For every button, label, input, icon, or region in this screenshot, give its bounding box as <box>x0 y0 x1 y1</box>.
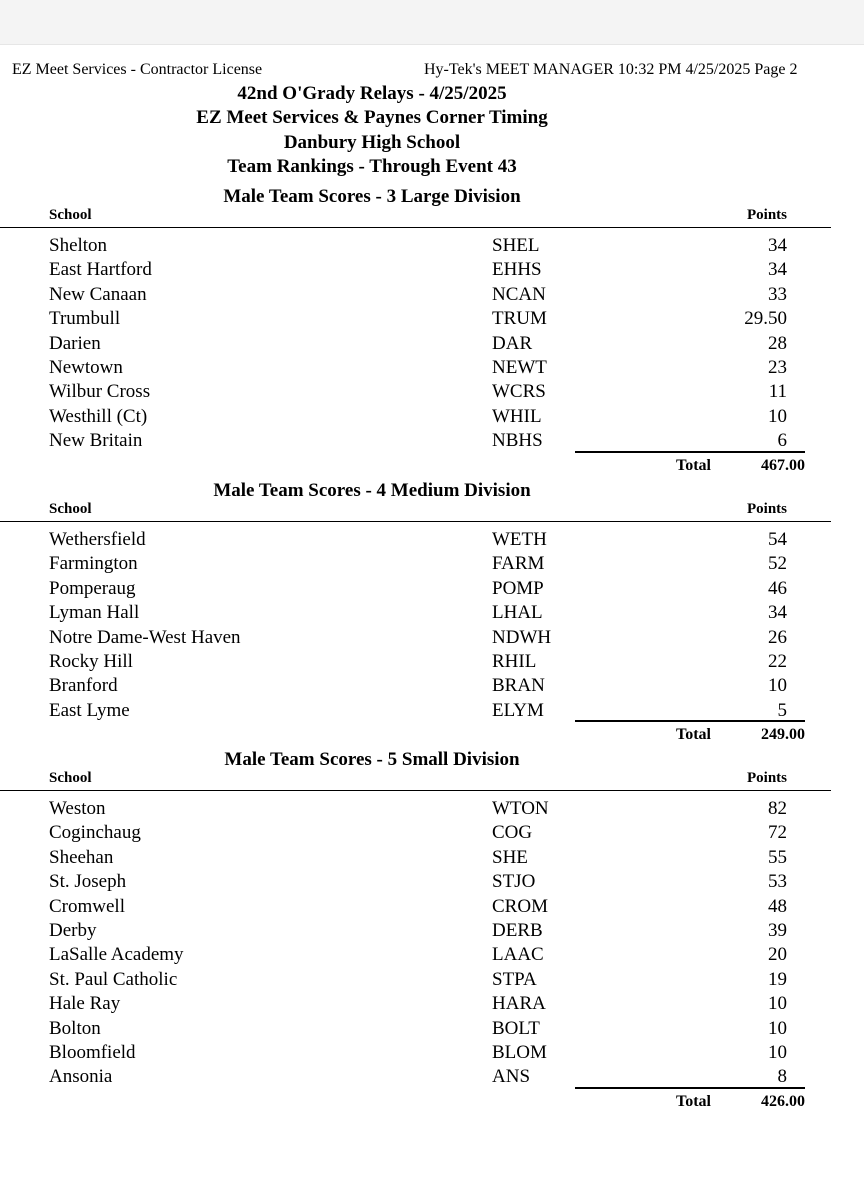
team-code: RHIL <box>492 651 537 672</box>
team-code: LAAC <box>492 944 544 966</box>
team-row <box>0 235 864 259</box>
team-points: 10 <box>768 675 787 697</box>
team-code: ELYM <box>492 699 544 721</box>
team-code: SHE <box>492 846 528 868</box>
team-row <box>0 871 864 895</box>
team-row <box>0 578 864 602</box>
team-code: HARA <box>492 993 546 1015</box>
team-code: ANS <box>492 1066 531 1088</box>
team-code: POMP <box>492 577 544 599</box>
school-name: Bloomfield <box>49 1042 136 1063</box>
school-name: Rocky Hill <box>49 651 133 672</box>
school-name: Pomperaug <box>49 577 136 599</box>
team-points: 33 <box>768 283 787 305</box>
team-row <box>0 969 864 993</box>
team-code: STPA <box>492 968 537 990</box>
total-rule <box>575 1087 805 1089</box>
team-row <box>0 259 864 283</box>
team-row <box>0 920 864 944</box>
team-row <box>0 529 864 553</box>
total-rule <box>575 720 805 722</box>
viewer-top-bar <box>0 0 864 45</box>
section-title: Male Team Scores - 5 Small Division <box>224 749 520 770</box>
header-rule <box>0 227 831 228</box>
report-header-left: EZ Meet Services - Contractor License <box>12 61 263 78</box>
school-name: LaSalle Academy <box>49 944 184 966</box>
total-label: Total <box>676 1092 711 1110</box>
points-column-header: Points <box>747 501 788 517</box>
school-name: New Britain <box>49 430 143 452</box>
team-code: WETH <box>492 529 547 550</box>
team-row <box>0 406 864 430</box>
team-points: 28 <box>768 332 787 354</box>
team-points: 34 <box>768 259 787 281</box>
team-row <box>0 627 864 651</box>
team-points: 54 <box>768 529 787 550</box>
school-name: Darien <box>49 332 101 354</box>
team-row <box>0 553 864 577</box>
school-name: Lyman Hall <box>49 602 140 624</box>
team-code: STJO <box>492 871 536 893</box>
school-name: Hale Ray <box>49 993 121 1015</box>
team-points: 34 <box>768 602 787 624</box>
report-header-right: Hy-Tek's MEET MANAGER 10:32 PM 4/25/2025 Page 2 <box>424 61 798 78</box>
school-name: Cromwell <box>49 895 125 917</box>
team-row <box>0 944 864 968</box>
team-points: 72 <box>768 822 787 844</box>
team-code: LHAL <box>492 602 543 624</box>
team-row <box>0 896 864 920</box>
team-row <box>0 651 864 675</box>
team-row <box>0 675 864 699</box>
team-points: 52 <box>768 553 787 575</box>
school-name: Coginchaug <box>49 822 141 844</box>
team-points: 55 <box>768 846 787 868</box>
team-row <box>0 1042 864 1066</box>
school-column-header: School <box>49 207 92 223</box>
team-code: NDWH <box>492 626 552 648</box>
team-code: SHEL <box>492 235 540 256</box>
team-points: 5 <box>777 699 787 721</box>
team-points: 48 <box>768 895 787 917</box>
team-points: 53 <box>768 871 787 893</box>
section-title: Male Team Scores - 3 Large Division <box>223 186 521 207</box>
points-column-header: Points <box>747 207 788 223</box>
team-points: 10 <box>768 405 787 427</box>
school-name: Ansonia <box>49 1066 113 1088</box>
school-name: Farmington <box>49 553 138 575</box>
school-name: East Hartford <box>49 259 152 281</box>
team-points: 10 <box>768 1017 787 1039</box>
team-points: 46 <box>768 577 787 599</box>
school-name: Weston <box>49 798 106 819</box>
total-points: 426.00 <box>761 1092 805 1110</box>
school-name: New Canaan <box>49 283 147 305</box>
school-name: Notre Dame-West Haven <box>49 626 241 648</box>
team-code: WHIL <box>492 405 542 427</box>
team-row <box>0 357 864 381</box>
total-points: 249.00 <box>761 726 805 744</box>
team-points: 82 <box>768 798 787 819</box>
school-name: Sheehan <box>49 846 114 868</box>
school-name: St. Paul Catholic <box>49 968 178 990</box>
team-code: DERB <box>492 920 543 941</box>
team-row <box>0 333 864 357</box>
venue-title: Danbury High School <box>283 132 461 153</box>
team-code: WTON <box>492 798 549 819</box>
school-name: Bolton <box>49 1017 101 1039</box>
team-code: COG <box>492 822 533 844</box>
team-code: EHHS <box>492 259 542 281</box>
team-code: NEWT <box>492 357 547 378</box>
team-row <box>0 308 864 332</box>
team-code: BOLT <box>492 1017 540 1039</box>
team-code: BRAN <box>492 675 545 697</box>
team-points: 22 <box>768 651 787 672</box>
team-points: 34 <box>768 235 787 256</box>
school-name: East Lyme <box>49 699 130 721</box>
team-points: 10 <box>768 993 787 1015</box>
team-code: BLOM <box>492 1042 547 1063</box>
report-type-title: Team Rankings - Through Event 43 <box>227 156 517 177</box>
points-column-header: Points <box>747 770 788 786</box>
meet-title: 42nd O'Grady Relays - 4/25/2025 <box>237 83 507 104</box>
team-row <box>0 847 864 871</box>
school-name: Branford <box>49 675 118 697</box>
total-label: Total <box>676 456 711 474</box>
team-code: TRUM <box>492 308 547 330</box>
team-code: CROM <box>492 895 548 917</box>
team-row <box>0 602 864 626</box>
team-row <box>0 284 864 308</box>
school-name: St. Joseph <box>49 871 127 893</box>
school-name: Trumbull <box>49 308 121 330</box>
section-title: Male Team Scores - 4 Medium Division <box>213 480 531 501</box>
total-rule <box>575 451 805 453</box>
total-label: Total <box>676 726 711 744</box>
school-name: Westhill (Ct) <box>49 405 148 427</box>
header-rule <box>0 790 831 791</box>
school-name: Newtown <box>49 357 123 378</box>
team-row <box>0 993 864 1017</box>
team-points: 39 <box>768 920 787 941</box>
team-points: 8 <box>777 1066 787 1088</box>
header-rule <box>0 521 831 522</box>
team-row <box>0 822 864 846</box>
team-code: DAR <box>492 332 533 354</box>
team-code: NCAN <box>492 283 546 305</box>
team-row <box>0 381 864 405</box>
team-code: NBHS <box>492 430 543 452</box>
team-row <box>0 1018 864 1042</box>
school-column-header: School <box>49 501 92 517</box>
team-points: 29.50 <box>744 308 787 330</box>
team-code: FARM <box>492 553 545 575</box>
team-points: 23 <box>768 357 787 378</box>
team-points: 6 <box>777 430 787 452</box>
team-points: 26 <box>768 626 787 648</box>
school-name: Wilbur Cross <box>49 381 151 403</box>
total-points: 467.00 <box>761 456 805 474</box>
team-points: 20 <box>768 944 787 966</box>
timing-title: EZ Meet Services & Paynes Corner Timing <box>196 107 548 128</box>
school-name: Shelton <box>49 235 108 256</box>
school-name: Derby <box>49 920 97 941</box>
school-name: Wethersfield <box>49 529 146 550</box>
team-points: 19 <box>768 968 787 990</box>
team-points: 10 <box>768 1042 787 1063</box>
school-column-header: School <box>49 770 92 786</box>
team-row <box>0 798 864 822</box>
team-code: WCRS <box>492 381 546 403</box>
team-points: 11 <box>768 381 787 403</box>
